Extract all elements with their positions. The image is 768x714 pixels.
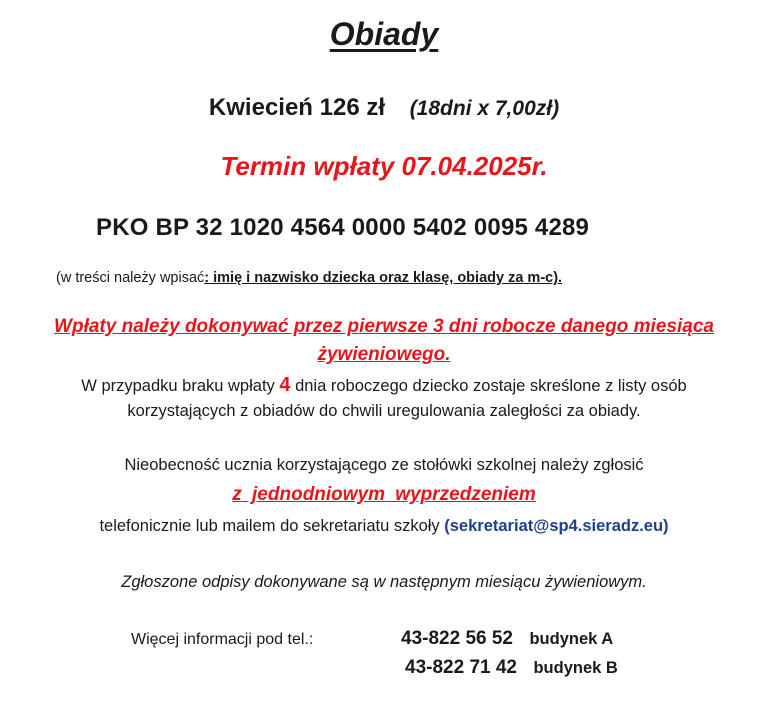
- bank-account-number: PKO BP 32 1020 4564 0000 5402 0095 4289: [96, 214, 590, 241]
- school-email[interactable]: (sekretariat@sp4.sieradz.eu): [444, 517, 669, 535]
- more-info-label: Więcej informacji pod tel.:: [131, 631, 314, 648]
- month-price-line: [0, 94, 768, 122]
- payment-deadline: Termin wpłaty 07.04.2025r.: [220, 151, 548, 181]
- no-payment-after: dnia roboczego dziecko zostaje skreślone z listy osób: [290, 377, 687, 395]
- payment-rule-line-2: żywieniowego.: [317, 344, 451, 365]
- page-title: Obiady: [329, 16, 439, 52]
- phone-row-building-a: [401, 628, 613, 650]
- payment-rule-line-1: Wpłaty należy dokonywać przez pierwsze 3 dni robocze danego miesiąca: [54, 316, 714, 337]
- phone-row-building-b: [405, 657, 618, 679]
- building-label: budynek B: [533, 659, 618, 677]
- no-payment-line-2: korzystających z obiadów do chwili uregulowania zaległości za obiady.: [127, 402, 641, 420]
- no-payment-day: 4: [279, 374, 291, 396]
- phone-number[interactable]: 43-822 56 52: [401, 628, 513, 649]
- transfer-note-content: : imię i nazwisko dziecka oraz klasę, obiady za m-c).: [204, 270, 563, 286]
- no-payment-before: W przypadku braku wpłaty: [81, 377, 280, 395]
- transfer-note-prefix: (w treści należy wpisać: [56, 270, 205, 286]
- month-price: Kwiecień 126 zł: [208, 94, 386, 121]
- phone-number[interactable]: 43-822 71 42: [405, 657, 517, 678]
- advance-notice: z jednodniowym wyprzedzeniem: [232, 484, 536, 505]
- transfer-title-note: [56, 270, 562, 286]
- monthly-deduction-note: Zgłoszone odpisy dokonywane są w następnym miesiącu żywieniowym.: [121, 573, 647, 591]
- contact-text: telefonicznie lub mailem do sekretariatu szkoły: [99, 517, 445, 535]
- building-label: budynek A: [529, 630, 614, 648]
- contact-line: [0, 517, 768, 536]
- price-calculation: (18dni x 7,00zł): [409, 97, 560, 120]
- absence-notice: Nieobecność ucznia korzystającego ze stołówki szkolnej należy zgłosić: [124, 456, 644, 474]
- no-payment-line-1: [0, 374, 768, 397]
